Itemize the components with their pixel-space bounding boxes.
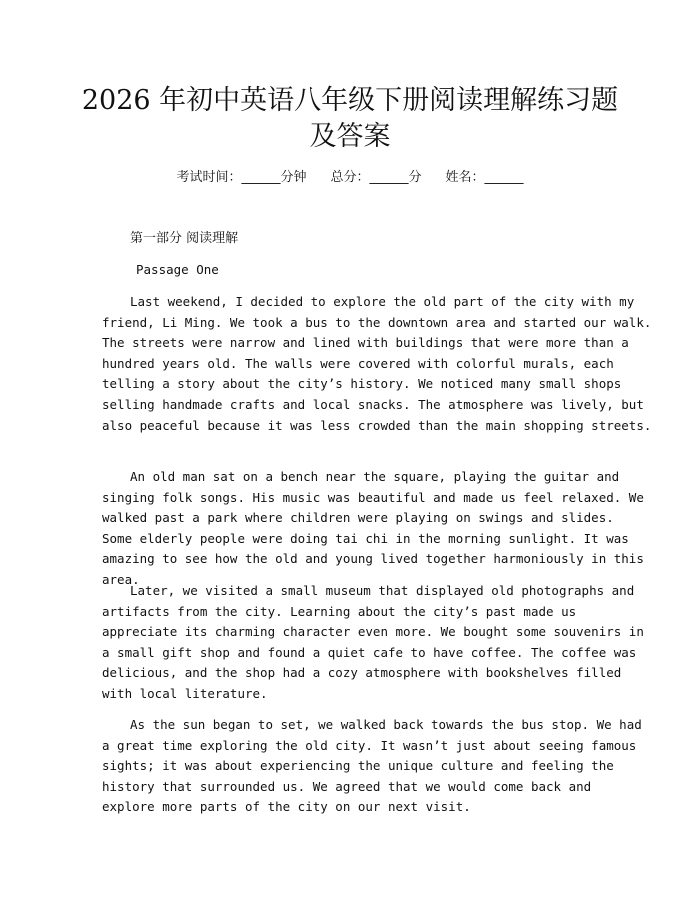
- paragraph-4: [102, 715, 642, 818]
- paragraph-line: The streets were narrow and lined with buildings that were more than a: [102, 335, 629, 351]
- document-title-line-2: 及答案: [309, 121, 391, 152]
- paragraph-line: walked past a park where children were playing on swings and slides.: [102, 510, 614, 526]
- paragraph-line: friend, Li Ming. We took a bus to the downtown area and started our walk.: [102, 314, 652, 330]
- paragraph-line: As the sun began to set, we walked back towards the bus stop. We had: [130, 717, 642, 732]
- paragraph-line: with local literature.: [102, 685, 268, 701]
- paragraph-line: hundred years old. The walls were covered with colorful murals, each: [102, 355, 614, 371]
- paragraph-line: singing folk songs. His music was beautiful and made us feel relaxed. We: [102, 489, 644, 505]
- paragraph-line: amazing to see how the old and young lived together harmoniously in this: [102, 551, 644, 567]
- paragraph-line: delicious, and the shop had a cozy atmosphere with bookshelves filled: [102, 665, 622, 681]
- paragraph-line: Some elderly people were doing tai chi in the morning sunlight. It was: [102, 530, 629, 546]
- paragraph-line: also peaceful because it was less crowded than the main shopping streets.: [102, 417, 652, 433]
- paragraph-line: a great time exploring the old city. It wasn’t just about seeing famous: [102, 737, 637, 753]
- exam-time-field: 考试时间：______分钟: [176, 170, 307, 185]
- exam-info: [0, 168, 700, 188]
- paragraph-1: [102, 292, 652, 436]
- exam-name-field: 姓名：______: [445, 170, 524, 185]
- document-title-line-1: 2026 年初中英语八年级下册阅读理解练习题: [81, 85, 619, 116]
- paragraph-2: [102, 467, 644, 591]
- paragraph-line: Later, we visited a small museum that displayed old photographs and: [130, 583, 635, 598]
- paragraph-line: telling a story about the city’s history. We noticed many small shops: [102, 376, 622, 392]
- paragraph-line: appreciate its charming character even more. We bought some souvenirs in: [102, 624, 644, 640]
- paragraph-line: selling handmade crafts and local snacks. The atmosphere was lively, but: [102, 396, 644, 412]
- paragraph-line: a small gift shop and found a quiet cafe to have coffee. The coffee was: [102, 644, 637, 660]
- paragraph-line: history that surrounded us. We agreed that we would come back and: [102, 778, 592, 794]
- paragraph-line: artifacts from the city. Learning about the city’s past made us: [102, 603, 577, 619]
- paragraph-line: sights; it was about experiencing the unique culture and feeling the: [102, 758, 614, 774]
- paragraph-line: Last weekend, I decided to explore the old part of the city with my: [130, 294, 635, 309]
- section-heading: 第一部分 阅读理解: [130, 231, 239, 246]
- paragraph-3: [102, 581, 644, 705]
- exam-score-field: 总分：______分: [330, 170, 422, 185]
- passage-title: Passage One: [136, 262, 219, 277]
- paragraph-line: explore more parts of the city on our next visit.: [102, 799, 471, 815]
- paragraph-line: area.: [102, 571, 140, 587]
- paragraph-line: An old man sat on a bench near the square, playing the guitar and: [130, 469, 620, 484]
